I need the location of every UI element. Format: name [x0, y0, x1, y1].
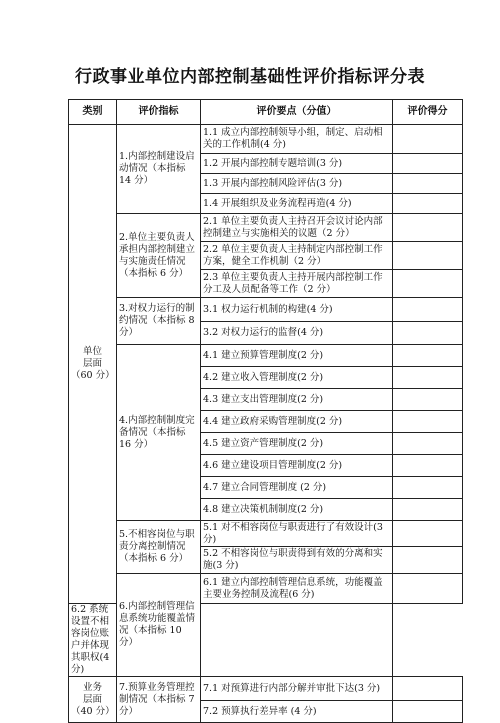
- point-cell: 4.1 建立预算管理制度(2 分): [201, 345, 393, 367]
- evaluation-score-table: [68, 99, 463, 723]
- score-input-cell[interactable]: [393, 367, 463, 389]
- score-input-cell[interactable]: [393, 677, 463, 701]
- indicator-cell: 7.预算业务管理控制情况（本指标 7 分）: [117, 677, 201, 723]
- score-input-cell[interactable]: [393, 574, 463, 604]
- table-row: [69, 345, 463, 367]
- table-row: [69, 677, 463, 701]
- category-business-level: [69, 677, 117, 723]
- indicator-cell: 4.内部控制制度完备情况（本指标 16 分）: [117, 345, 201, 521]
- point-cell: 5.2 不相容岗位与职责得到有效的分离和实施(3 分): [201, 547, 393, 574]
- table-header-row: [69, 100, 463, 125]
- header-indicator: 评价指标: [117, 100, 201, 125]
- score-input-cell[interactable]: [393, 298, 463, 322]
- indicator-cell: 5.不相容岗位与职责分离控制情况（本指标 6 分）: [117, 521, 201, 574]
- header-category: 类别: [69, 100, 117, 125]
- score-input-cell[interactable]: [393, 547, 463, 574]
- score-input-cell[interactable]: [393, 154, 463, 174]
- table-row: [69, 125, 463, 154]
- table-row: [69, 298, 463, 322]
- point-cell: 7.2 预算执行差异率 (4 分): [201, 701, 393, 723]
- indicator-cell: 6.内部控制管理信息系统功能覆盖情况（本指标 10 分）: [117, 574, 201, 677]
- score-input-cell[interactable]: [393, 389, 463, 411]
- point-cell: 3.2 对权力运行的监督(4 分): [201, 322, 393, 345]
- point-cell: 4.5 建立资产管理制度(2 分): [201, 433, 393, 455]
- point-cell: 2.1 单位主要负责人主持召开会议讨论内部控制建立与实施相关的议题（2 分）: [201, 214, 393, 242]
- point-cell: 1.4 开展组织及业务流程再造(4 分): [201, 194, 393, 214]
- page-title: 行政事业单位内部控制基础性评价指标评分表: [75, 67, 425, 87]
- point-cell: 1.1 成立内部控制领导小组，制定、启动相关的工作机制(4 分): [201, 125, 393, 154]
- category-label: 单位 层面 （60 分）: [71, 346, 115, 381]
- table-row: [69, 521, 463, 547]
- score-input-cell[interactable]: [393, 521, 463, 547]
- indicator-cell: 2.单位主要负责人承担内部控制建立与实施责任情况（本指标 6 分）: [117, 214, 201, 298]
- score-input-cell[interactable]: [393, 242, 463, 270]
- score-input-cell[interactable]: [393, 455, 463, 477]
- score-input-cell[interactable]: [393, 270, 463, 298]
- indicator-cell: 3.对权力运行的制约情况（本指标 8 分）: [117, 298, 201, 345]
- score-input-cell[interactable]: [393, 477, 463, 499]
- point-cell: 1.3 开展内部控制风险评估(3 分): [201, 174, 393, 194]
- point-cell: 4.3 建立支出管理制度(2 分): [201, 389, 393, 411]
- header-points: 评价要点（分值）: [201, 100, 393, 125]
- score-input-cell[interactable]: [201, 604, 393, 677]
- score-input-cell[interactable]: [393, 345, 463, 367]
- score-input-cell[interactable]: [393, 322, 463, 345]
- score-input-cell[interactable]: [393, 174, 463, 194]
- point-cell: 1.2 开展内部控制专题培训(3 分): [201, 154, 393, 174]
- point-cell: 4.2 建立收入管理制度(2 分): [201, 367, 393, 389]
- point-cell: 4.8 建立决策机制制度(2 分): [201, 499, 393, 521]
- point-cell: 5.1 对不相容岗位与职责进行了有效设计(3 分): [201, 521, 393, 547]
- score-input-cell[interactable]: [393, 433, 463, 455]
- score-input-cell[interactable]: [393, 194, 463, 214]
- score-input-cell[interactable]: [393, 499, 463, 521]
- point-cell: 6.2 系统设置不相容岗位账户并体现其职权(4 分): [69, 604, 117, 677]
- point-cell: 4.4 建立政府采购管理制度(2 分): [201, 411, 393, 433]
- point-cell: 2.2 单位主要负责人主持制定内部控制工作方案，健全工作机制（2 分）: [201, 242, 393, 270]
- score-input-cell[interactable]: [393, 411, 463, 433]
- point-cell: 2.3 单位主要负责人主持开展内部控制工作分工及人员配备等工作（2 分）: [201, 270, 393, 298]
- category-unit-level: [69, 125, 117, 604]
- score-input-cell[interactable]: [393, 701, 463, 723]
- point-cell: 3.1 权力运行机制的构建(4 分): [201, 298, 393, 322]
- score-input-cell[interactable]: [393, 214, 463, 242]
- table-row: [69, 574, 463, 604]
- indicator-cell: 1.内部控制建设启动情况（本指标 14 分）: [117, 125, 201, 214]
- score-input-cell[interactable]: [393, 125, 463, 154]
- point-cell: 4.6 建立建设项目管理制度(2 分): [201, 455, 393, 477]
- table-row: [69, 214, 463, 242]
- header-score: 评价得分: [393, 100, 463, 125]
- point-cell: 4.7 建立合同管理制度 (2 分): [201, 477, 393, 499]
- point-cell: 7.1 对预算进行内部分解并审批下达(3 分): [201, 677, 393, 701]
- category-label: 业务 层面 （40 分）: [71, 681, 115, 717]
- point-cell: 6.1 建立内部控制管理信息系统，功能覆盖主要业务控制及流程(6 分): [201, 574, 393, 604]
